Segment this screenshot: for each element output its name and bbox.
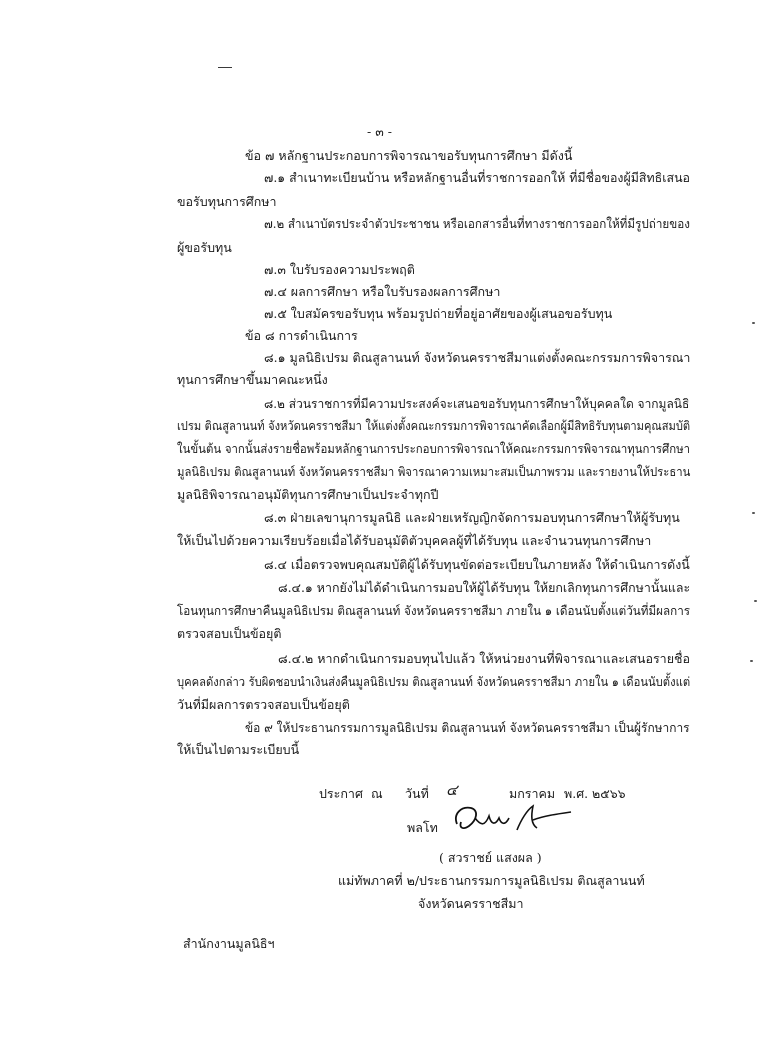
item-8-4-2-line-2: บุคคลดังกล่าว รับผิดชอบนำเงินส่งคืนมูลนิธิเปรม ติณสูลานนท์ จังหวัดนครราชสีมา ภายใน ๑ เดือนนับตั้งแต่ bbox=[177, 674, 691, 689]
scan-speck bbox=[754, 600, 757, 602]
section-8-heading: ข้อ ๘ การดำเนินการ bbox=[245, 328, 358, 343]
item-8-4-2-line-1: ๘.๔.๒ หากดำเนินการมอบทุนไปแล้ว ให้หน่วยงานที่พิจารณาและเสนอรายชื่อ bbox=[278, 651, 691, 666]
item-8-3-line-1: ๘.๓ ฝ่ายเลขานุการมูลนิธิ และฝ่ายเหรัญญิกจัดการมอบทุนการศึกษาให้ผู้รับทุน bbox=[264, 510, 680, 525]
scan-speck bbox=[752, 322, 755, 324]
item-7-2-line-1: ๗.๒ สำเนาบัตรประจำตัวประชาชน หรือเอกสารอื่นที่ทางราชการออกให้ที่มีรูปถ่ายของ bbox=[264, 216, 690, 231]
signer-province: จังหวัดนครราชสีมา bbox=[418, 896, 524, 911]
page-number: - ๓ - bbox=[367, 124, 392, 139]
item-8-3-line-2: ให้เป็นไปด้วยความเรียบร้อยเมื่อได้รับอนุมัติตัวบุคคลผู้ที่ได้รับทุน และจำนวนทุนการศึกษา bbox=[177, 533, 652, 548]
announce-day-label: วันที่ bbox=[405, 786, 429, 801]
item-7-5: ๗.๕ ใบสมัครขอรับทุน พร้อมรูปถ่ายที่อยู่อาศัยของผู้เสนอขอรับทุน bbox=[264, 306, 613, 321]
scan-speck bbox=[752, 512, 755, 514]
section-9-line-2: ให้เป็นไปตามระเบียบนี้ bbox=[177, 742, 300, 757]
section-7-heading: ข้อ ๗ หลักฐานประกอบการพิจารณาขอรับทุนการศึกษา มีดังนี้ bbox=[245, 148, 573, 163]
item-8-4-1-line-1: ๘.๔.๑ หากยังไม่ได้ดำเนินการมอบให้ผู้ได้รับทุน ให้ยกเลิกทุนการศึกษานั้นและ bbox=[278, 580, 691, 595]
item-8-4-2-line-3: วันที่มีผลการตรวจสอบเป็นข้อยุติ bbox=[177, 697, 350, 712]
scan-dash bbox=[218, 67, 232, 68]
item-8-1-line-1: ๘.๑ มูลนิธิเปรม ติณสูลานนท์ จังหวัดนครราชสีมาแต่งตั้งคณะกรรมการพิจารณา bbox=[264, 350, 691, 365]
office-footer: สำนักงานมูลนิธิฯ bbox=[183, 936, 275, 951]
announce-day: ๔ bbox=[446, 781, 458, 799]
announce-at: ณ bbox=[371, 786, 383, 801]
item-8-1-line-2: ทุนการศึกษาขึ้นมาคณะหนึ่ง bbox=[177, 372, 328, 387]
announce-year: ๒๕๖๖ bbox=[592, 786, 626, 801]
announce-era: พ.ศ. bbox=[564, 786, 589, 801]
announce-month: มกราคม bbox=[509, 786, 556, 801]
item-7-1-line-2: ขอรับทุนการศึกษา bbox=[177, 194, 277, 209]
announce-label: ประกาศ bbox=[319, 786, 363, 801]
signer-title: แม่ทัพภาคที่ ๒/ประธานกรรมการมูลนิธิเปรม ติณสูลานนท์ bbox=[338, 873, 645, 888]
item-8-4: ๘.๔ เมื่อตรวจพบคุณสมบัติผู้ได้รับทุนขัดต่อระเบียบในภายหลัง ให้ดำเนินการดังนี้ bbox=[264, 557, 690, 572]
item-8-4-1-line-2: โอนทุนการศึกษาคืนมูลนิธิเปรม ติณสูลานนท์ จังหวัดนครราชสีมา ภายใน ๑ เดือนนับตั้งแต่วันที่มีผลการ bbox=[177, 603, 691, 618]
item-8-2-line-1: ๘.๒ ส่วนราชการที่มีความประสงค์จะเสนอขอรับทุนการศึกษาให้บุคคลใด จากมูลนิธิ bbox=[264, 396, 690, 411]
item-7-4: ๗.๔ ผลการศึกษา หรือใบรับรองผลการศึกษา bbox=[264, 284, 501, 299]
item-7-2-line-2: ผู้ขอรับทุน bbox=[177, 240, 232, 255]
item-7-3: ๗.๓ ใบรับรองความประพฤติ bbox=[264, 262, 415, 277]
item-7-1-line-1: ๗.๑ สำเนาทะเบียนบ้าน หรือหลักฐานอื่นที่ราชการออกให้ ที่มีชื่อของผู้มีสิทธิเสนอ bbox=[264, 170, 691, 185]
signer-name: ( สวราชย์ แสงผล ) bbox=[439, 850, 542, 865]
signer-rank: พลโท bbox=[407, 820, 438, 835]
scan-speck bbox=[750, 660, 753, 662]
handwritten-signature bbox=[447, 800, 577, 840]
item-8-2-line-2: เปรม ติณสูลานนท์ จังหวัดนครราชสีมา ให้แต่งตั้งคณะกรรมการพิจารณาคัดเลือกผู้มีสิทธิรับทุนตามคุณสมบัติ bbox=[177, 418, 691, 433]
item-8-2-line-3: ในขั้นต้น จากนั้นส่งรายชื่อพร้อมหลักฐานการประกอบการพิจารณาให้คณะกรรมการพิจารณาทุนการศึกษา bbox=[177, 441, 691, 456]
item-8-2-line-5: มูลนิธิพิจารณาอนุมัติทุนการศึกษาเป็นประจำทุกปี bbox=[177, 487, 439, 502]
item-8-4-1-line-3: ตรวจสอบเป็นข้อยุติ bbox=[177, 626, 282, 641]
item-8-2-line-4: มูลนิธิเปรม ติณสูลานนท์ จังหวัดนครราชสีมา พิจารณาความเหมาะสมเป็นภาพรวม และรายงานให้ประธาน bbox=[177, 464, 691, 479]
section-9-line-1: ข้อ ๙ ให้ประธานกรรมการมูลนิธิเปรม ติณสูลานนท์ จังหวัดนครราชสีมา เป็นผู้รักษาการ bbox=[245, 720, 690, 735]
